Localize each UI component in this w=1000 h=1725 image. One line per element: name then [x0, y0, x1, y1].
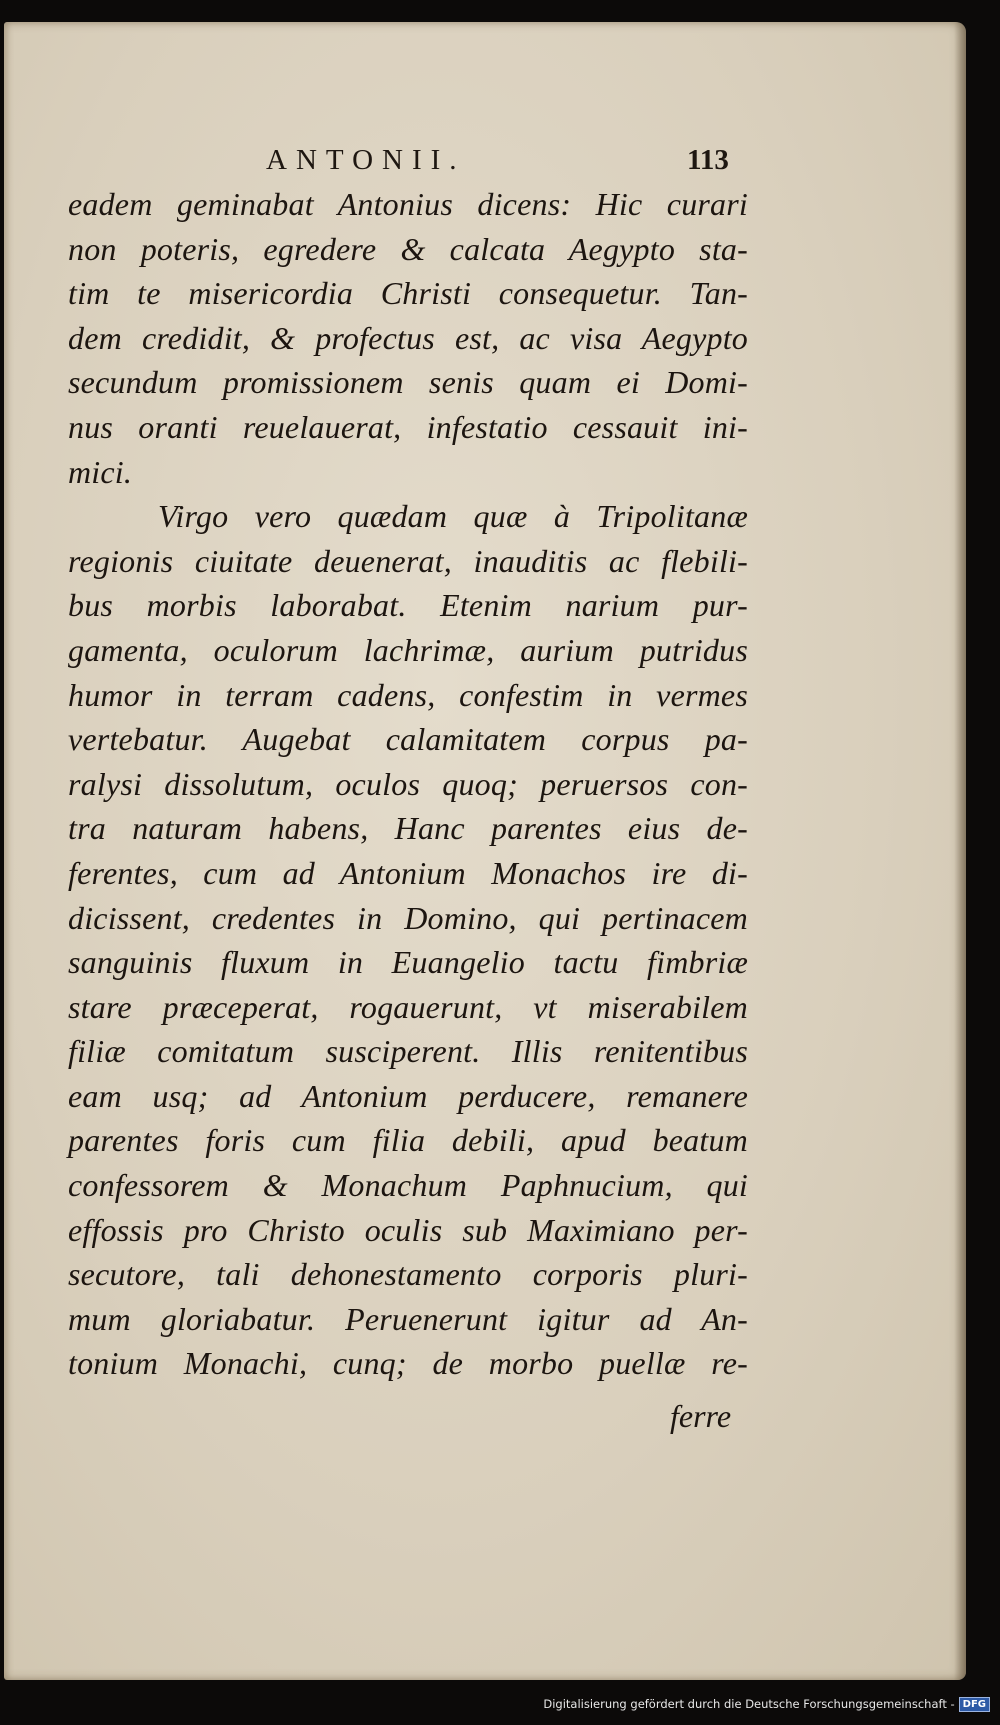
text-line: confessorem & Monachum Paphnucium, qui: [68, 1167, 748, 1204]
text-line: eadem geminabat Antonius dicens: Hic curari: [68, 186, 748, 222]
catchword: ferre: [670, 1398, 732, 1434]
text-line: mici.: [68, 453, 133, 490]
text-line: parentes foris cum filia debili, apud beatum: [68, 1122, 748, 1159]
text-line: sanguinis fluxum in Euangelio tactu fimbriæ: [68, 944, 748, 981]
text-line: tonium Monachi, cunq; de morbo puellæ re-: [68, 1345, 748, 1382]
credit-text: Digitalisierung gefördert durch die Deutsche Forschungsgemeinschaft -: [543, 1697, 955, 1711]
text-line: tra naturam habens, Hanc parentes eius de-: [68, 810, 748, 847]
text-line: nus oranti reuelauerat, infestatio cessauit ini-: [68, 408, 748, 445]
text-line: ferentes, cum ad Antonium Monachos ire di-: [68, 854, 748, 891]
text-line: vertebatur. Augebat calamitatem corpus pa-: [68, 721, 748, 758]
text-line: humor in terram cadens, confestim in vermes: [68, 676, 748, 713]
page-number: 113: [687, 144, 729, 176]
text-line: bus morbis laborabat. Etenim narium pur-: [68, 587, 748, 624]
running-head-title: ANTONII.: [266, 144, 466, 176]
text-line: dicissent, credentes in Domino, qui pertinacem: [68, 899, 748, 936]
text-line: regionis ciuitate deuenerat, inauditis ac flebili-: [68, 542, 748, 579]
running-head: [4, 144, 966, 180]
page-edge-shadow: [954, 22, 966, 1680]
text-line: stare præceperat, rogauerunt, vt miserabilem: [68, 988, 748, 1025]
book-page: [4, 22, 966, 1680]
text-line: dem credidit, & profectus est, ac visa Aegypto: [68, 319, 748, 356]
text-line: effossis pro Christo oculis sub Maximiano per-: [68, 1211, 748, 1248]
text-line: eam usq; ad Antonium perducere, remanere: [68, 1077, 748, 1114]
text-line: filiæ comitatum susciperent. Illis renitentibus: [68, 1033, 748, 1070]
text-line: Virgo vero quædam quæ à Tripolitanæ: [158, 498, 748, 535]
body-text: [68, 182, 748, 1386]
digitization-credit: [543, 1693, 990, 1715]
text-line: ralysi dissolutum, oculos quoq; peruersos con-: [68, 765, 748, 802]
text-line: secundum promissionem senis quam ei Domi-: [68, 364, 748, 401]
text-line: gamenta, oculorum lachrimæ, aurium putridus: [68, 631, 748, 668]
dfg-logo-icon: DFG: [959, 1697, 990, 1712]
text-line: secutore, tali dehonestamento corporis pluri-: [68, 1256, 748, 1293]
text-line: non poteris, egredere & calcata Aegypto sta-: [68, 230, 748, 267]
text-line: mum gloriabatur. Peruenerunt igitur ad An-: [68, 1300, 748, 1337]
text-line: tim te misericordia Christi consequetur. Tan-: [68, 275, 748, 312]
